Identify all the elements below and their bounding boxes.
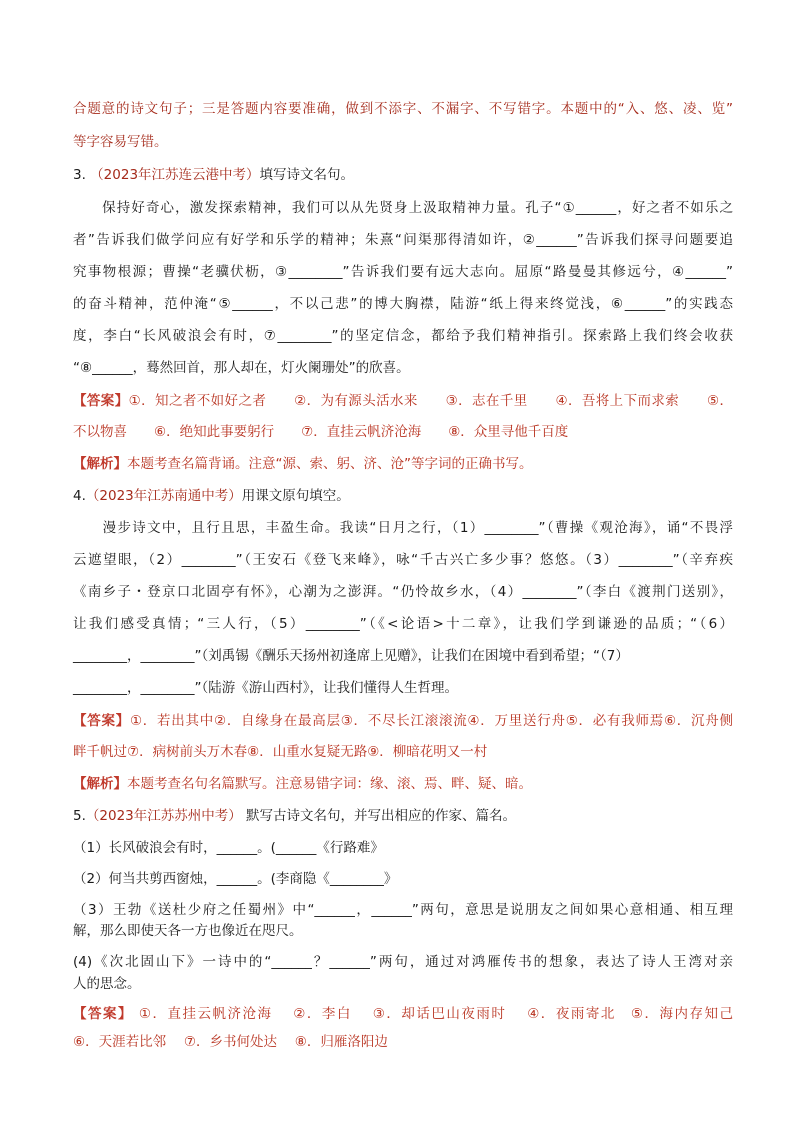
text-line-9: “⑧______，蓦然回首，那人却在，灯火阑珊处”的欣喜。 — [73, 360, 410, 376]
text-line-29: 人的思念。 — [73, 976, 141, 992]
text-line-6: 究事物根源；曹操“老骥伏枥，③________”告诉我们要有远大志向。屈原“路曼曼其修远兮，④______” — [73, 264, 733, 280]
question-prompt: 用课文原句填空。 — [241, 488, 350, 504]
exam-source: （2023年江苏南通中考） — [85, 488, 242, 504]
text-line-23 — [73, 806, 733, 826]
text-line-3 — [73, 165, 733, 185]
text-line-28: (4)《次北固山下》一诗中的“______？______”两句，通过对鸿雁传书的想象，表达了诗人王湾对亲 — [73, 954, 733, 970]
line-text: 本题考查名篇背诵。注意“源、索、躬、济、沧”等字词的正确书写。 — [127, 456, 533, 472]
text-line-8: 度，李白“长风破浪会有时，⑦________”的坚定信念，都给予我们精神指引。探索路上我们终会收获 — [73, 328, 733, 344]
label-tag: 【答案】 — [73, 1006, 134, 1022]
label-tag: 【答案】 — [73, 393, 129, 409]
text-line-30 — [73, 1004, 733, 1024]
label-tag: 【答案】 — [73, 713, 130, 729]
text-line-19: ________，________”（陆游《游山西村》，让我们懂得人生哲理。 — [73, 680, 458, 696]
label-tag: 【解析】 — [73, 776, 127, 792]
question-number: 3. — [73, 167, 91, 183]
text-line-1: 合题意的诗文句子；三是答题内容要准确，做到不添字、不漏字、不写错字。本题中的“入、悠、凌、览” — [73, 101, 733, 117]
label-tag: 【解析】 — [73, 456, 127, 472]
text-line-4: 保持好奇心，激发探索精神，我们可以从先贤身上汲取精神力量。孔子“①______，好之者不如乐之 — [73, 200, 733, 216]
text-line-5: 者”告诉我们做学问应有好学和乐学的精神；朱熹“问渠那得清如许，②______”告诉我们探寻问题要追 — [73, 232, 733, 248]
exam-source: （2023年江苏连云港中考） — [90, 167, 260, 183]
text-line-18: ________，________”（刘禹锡《酬乐天扬州初逢席上见赠》，让我们在困境中看到希望；“（7） — [73, 648, 629, 664]
text-line-22 — [73, 774, 733, 794]
text-line-2: 等字容易写错。 — [73, 134, 168, 150]
text-line-15: 云遮望眼，（2）________”（王安石《登飞来峰》，咏“千古兴亡多少事？悠悠。（3）________”（辛弃疾 — [73, 552, 733, 568]
text-line-11: 不以物喜 ⑥．绝知此事要躬行 ⑦．直挂云帆济沧海 ⑧．众里寻他千百度 — [73, 424, 569, 440]
question-prompt: 填写诗文名句。 — [259, 167, 355, 183]
text-line-26: （3）王勃《送杜少府之任蜀州》中“______，______”两句，意思是说朋友之间如果心意相通、相互理 — [73, 902, 733, 918]
line-text: 本题考查名句名篇默写。注意易错字词：缘、滚、焉、畔、疑、暗。 — [127, 776, 532, 792]
text-line-7: 的奋斗精神，范仲淹“⑤______，不以己悲”的博大胸襟，陆游“纸上得来终觉浅，⑥______”的实践态 — [73, 296, 733, 312]
text-line-17: 让我们感受真情；“三人行，（5）________”（《<论语>十二章》，让我们学到谦逊的品质；“（6） — [73, 616, 733, 632]
text-line-25: （2）何当共剪西窗烛，______。(李商隐《________》 — [73, 871, 398, 887]
text-line-27: 解，那么即使天各一方也像近在咫尺。 — [73, 923, 303, 939]
text-line-12 — [73, 454, 733, 474]
line-text: ①．直挂云帆济沧海 ②．李白 ③．却话巴山夜雨时 ④．夜雨寄北 ⑤．海内存知己 — [133, 1006, 733, 1022]
text-line-21: 畔千帆过⑦．病树前头万木春⑧．山重水复疑无路⑨．柳暗花明又一村 — [73, 744, 488, 760]
question-number: 5. — [73, 808, 86, 824]
text-line-31: ⑥．天涯若比邻 ⑦．乡书何处达 ⑧．归雁洛阳边 — [73, 1034, 388, 1050]
line-text: ①．知之者不如好之者 ②．为有源头活水来 ③．志在千里 ④．吾将上下而求索 ⑤． — [128, 393, 734, 409]
text-line-13 — [73, 486, 733, 506]
text-line-16: 《南乡子・登京口北固亭有怀》，心潮为之澎湃。“仍怜故乡水，（4）________”（李白《渡荆门送别》， — [73, 584, 733, 600]
text-line-24: （1）长风破浪会有时，______。(______《行路难》 — [73, 840, 384, 856]
text-line-20 — [73, 711, 733, 731]
line-text: ①．若出其中②．自缘身在最高层③．不尽长江滚滚流④．万里送行舟⑤．必有我师焉⑥．沉舟侧 — [129, 713, 733, 729]
exam-source: （2023年江苏苏州中考） — [85, 808, 242, 824]
text-line-10 — [73, 391, 733, 411]
text-line-14: 漫步诗文中，且行且思，丰盈生命。我读“日月之行，（1）________”（曹操《观沧海》，诵“不畏浮 — [73, 520, 733, 536]
question-number: 4. — [73, 488, 86, 504]
question-prompt: 默写古诗文名句，并写出相应的作家、篇名。 — [241, 808, 517, 824]
